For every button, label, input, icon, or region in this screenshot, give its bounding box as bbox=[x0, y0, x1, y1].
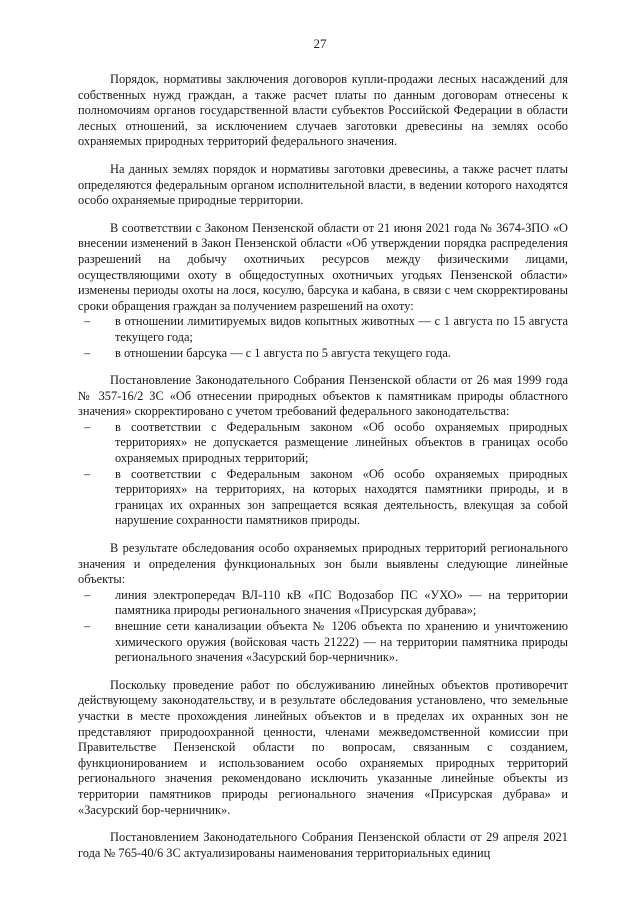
document-body bbox=[78, 72, 568, 873]
paragraph-forest-contracts: Порядок, нормативы заключения договоров купли-продажи лесных насаждений для собственных нужд граждан, а также расчет платы по данным договорам отнесены к полномочиям органов государственной власти субъектов Российской Федерации в области лесных отношений, за исключением случаев заготовки древесины на землях особо охраняемых природных территорий федерального значения. bbox=[78, 72, 568, 149]
hunting-periods-list bbox=[78, 314, 568, 361]
paragraph-commission-recommendation: Поскольку проведение работ по обслуживанию линейных объектов противоречит действующему законодательству, и в результате обследования установлено, что земельные участки в месте прохождения линейных объектов и в пределах их охранных зон не представляют природоохранной ценности, членами межведомственной комиссии при Правительстве Пензенской области по вопросам, связанным с созданием, функционированием и использованием особо охраняемых природных территорий регионального значения рекомендовано исключить указанные линейные объекты из территории памятников природы регионального значения «Присурская дубрава» и «Засурский бор-черничник». bbox=[78, 677, 568, 817]
paragraph-federal-lands: На данных землях порядок и нормативы заготовки древесины, а также расчет платы определяются федеральным органом исполнительной власти, в ведении которого находятся особо охраняемые природные территории. bbox=[78, 161, 568, 208]
list-item: – в соответствии с Федеральным законом «Об особо охраняемых природных территориях» не допускается размещение линейных объектов в границах особо охраняемых природных территорий; bbox=[78, 420, 568, 467]
list-item: – в соответствии с Федеральным законом «Об особо охраняемых природных территориях» на территориях, на которых находятся памятники природы, и в границах их охранных зон запрещается всякая деятельность, влекущая за собой нарушение сохранности памятников природы. bbox=[78, 467, 568, 529]
list-item: – внешние сети канализации объекта № 1206 объекта по хранению и уничтожению химического оружия (войсковая часть 21222) — на территории памятника природы регионального значения «Засурский бор-черничник». bbox=[78, 619, 568, 666]
linear-objects-list bbox=[78, 588, 568, 666]
list-item: – линия электропередач ВЛ-110 кВ «ПС Водозабор ПС «УХО» — на территории памятника природы регионального значения «Присурская дубрава»; bbox=[78, 588, 568, 619]
paragraph-hunting-law: В соответствии с Законом Пензенской области от 21 июня 2021 года № 3674-ЗПО «О внесении изменений в Закон Пензенской области «Об утверждении порядка распределения разрешений на добычу охотничьих ресурсов между физическими лицами, осуществляющими охоту в общедоступных охотничьих угодьях Пензенской области» изменены периоды охоты на лося, косулю, барсука и кабана, в связи с чем скорректированы сроки обращения граждан за получением разрешений на охоту: bbox=[78, 220, 568, 313]
paragraph-survey-results: В результате обследования особо охраняемых природных территорий регионального значения и определения функциональных зон были выявлены следующие линейные объекты: bbox=[78, 541, 568, 587]
list-item: – в отношении лимитируемых видов копытных животных — с 1 августа по 15 августа текущего года; bbox=[78, 314, 568, 345]
list-item: – в отношении барсука — с 1 августа по 5 августа текущего года. bbox=[78, 346, 568, 362]
resolution-requirements-list bbox=[78, 420, 568, 529]
paragraph-resolution-1999: Постановление Законодательного Собрания Пензенской области от 26 мая 1999 года № 357-16/2 ЗС «Об отнесении природных объектов к памятникам природы областного значения» скорректировано с учетом требований федерального законодательства: bbox=[78, 373, 568, 419]
paragraph-resolution-2021: Постановлением Законодательного Собрания Пензенской области от 29 апреля 2021 года № 765-40/6 ЗС актуализированы наименования территориальных единиц bbox=[78, 830, 568, 860]
page-number: 27 bbox=[313, 36, 327, 51]
